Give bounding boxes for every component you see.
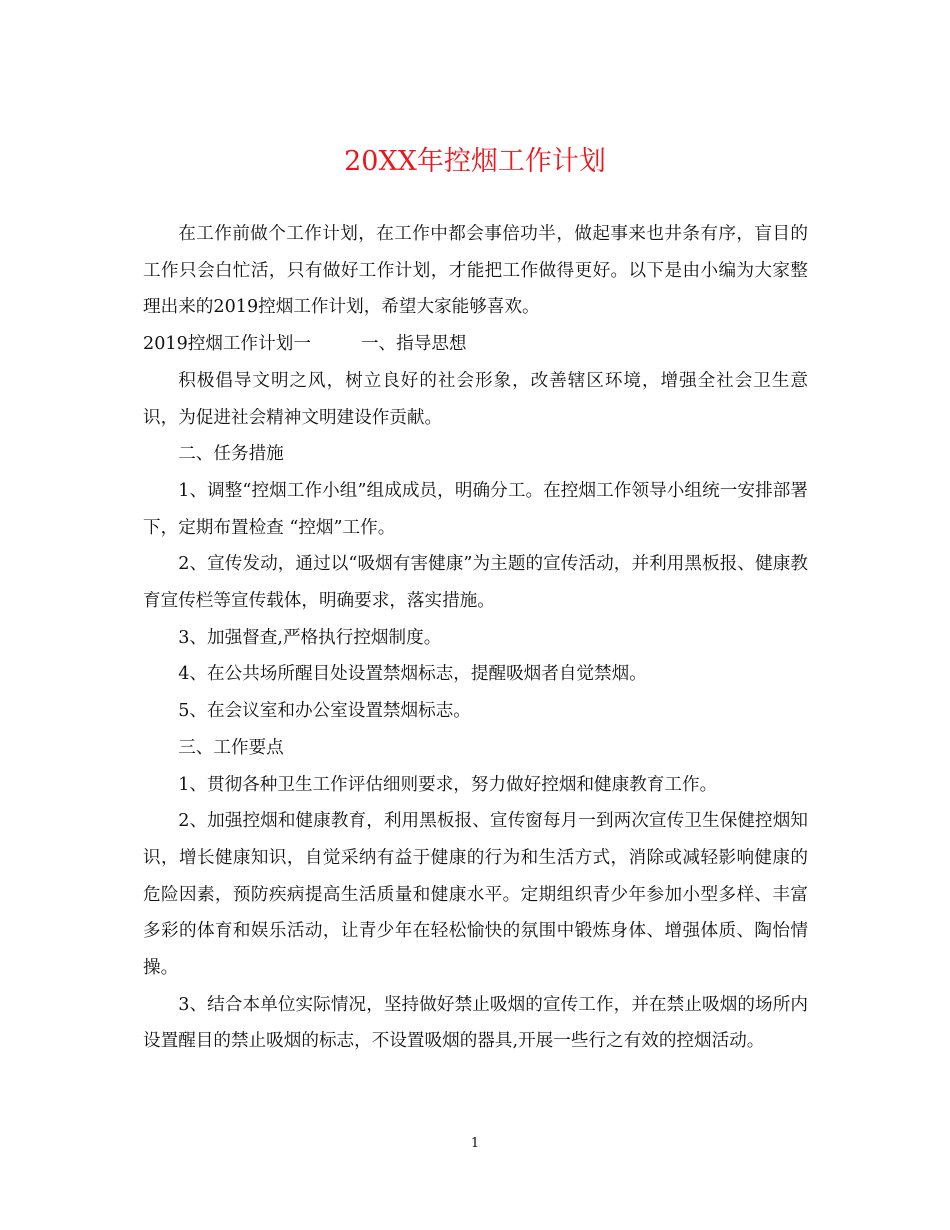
section3-item: 3、结合本单位实际情况，坚持做好禁止吸烟的宣传工作，并在禁止吸烟的场所内设置醒目的禁止吸烟的标志，不设置吸烟的器具,开展一些行之有效的控烟活动。 (143, 994, 808, 1052)
plan-heading: 2019控烟工作计划一 (143, 334, 311, 355)
document-body (143, 216, 808, 1060)
section1-heading: 一、指导思想 (360, 334, 467, 355)
section2-heading: 二、任务措施 (178, 444, 284, 465)
section1-paragraph: 积极倡导文明之风，树立良好的社会形象，改善辖区环境，增强全社会卫生意识，为促进社会精神文明建设作贡献。 (143, 370, 808, 428)
section2-item: 2、宣传发动，通过以“吸烟有害健康”为主题的宣传活动，并利用黑板报、健康教育宣传栏等宣传载体，明确要求，落实措施。 (143, 554, 808, 612)
section3-item: 2、加强控烟和健康教育，利用黑板报、宣传窗每月一到两次宣传卫生保健控烟知识，增长健康知识，自觉采纳有益于健康的行为和生活方式，消除或减轻影响健康的危险因素，预防疾病提高生活质量和健康水平。定期组织青少年参加小型多样、丰富多彩的体育和娱乐活动，让青少年在轻松愉快的氛围中锻炼身体、增强体质、陶怡情操。 (143, 811, 808, 979)
section3-heading: 三、工作要点 (178, 737, 284, 758)
plan-heading-line (143, 326, 808, 363)
page-number: 1 (470, 1136, 480, 1151)
section2-item: 4、在公共场所醒目处设置禁烟标志，提醒吸烟者自觉禁烟。 (178, 664, 647, 685)
section2-item: 1、调整“控烟工作小组”组成成员，明确分工。在控烟工作领导小组统一安排部署下，定期布置检查 “控烟”工作。 (143, 480, 808, 538)
section2-item: 3、加强督查,严格执行控烟制度。 (178, 627, 442, 648)
document-title: 20XX年控烟工作计划 (344, 146, 606, 177)
section2-item: 5、在会议室和办公室设置禁烟标志。 (178, 701, 471, 722)
intro-paragraph: 在工作前做个工作计划，在工作中都会事倍功半，做起事来也井条有序，盲目的工作只会白忙活，只有做好工作计划，才能把工作做得更好。以下是由小编为大家整理出来的2019控烟工作计划，希望大家能够喜欢。 (143, 224, 808, 318)
section3-item: 1、贯彻各种卫生工作评估细则要求，努力做好控烟和健康教育工作。 (178, 774, 718, 795)
